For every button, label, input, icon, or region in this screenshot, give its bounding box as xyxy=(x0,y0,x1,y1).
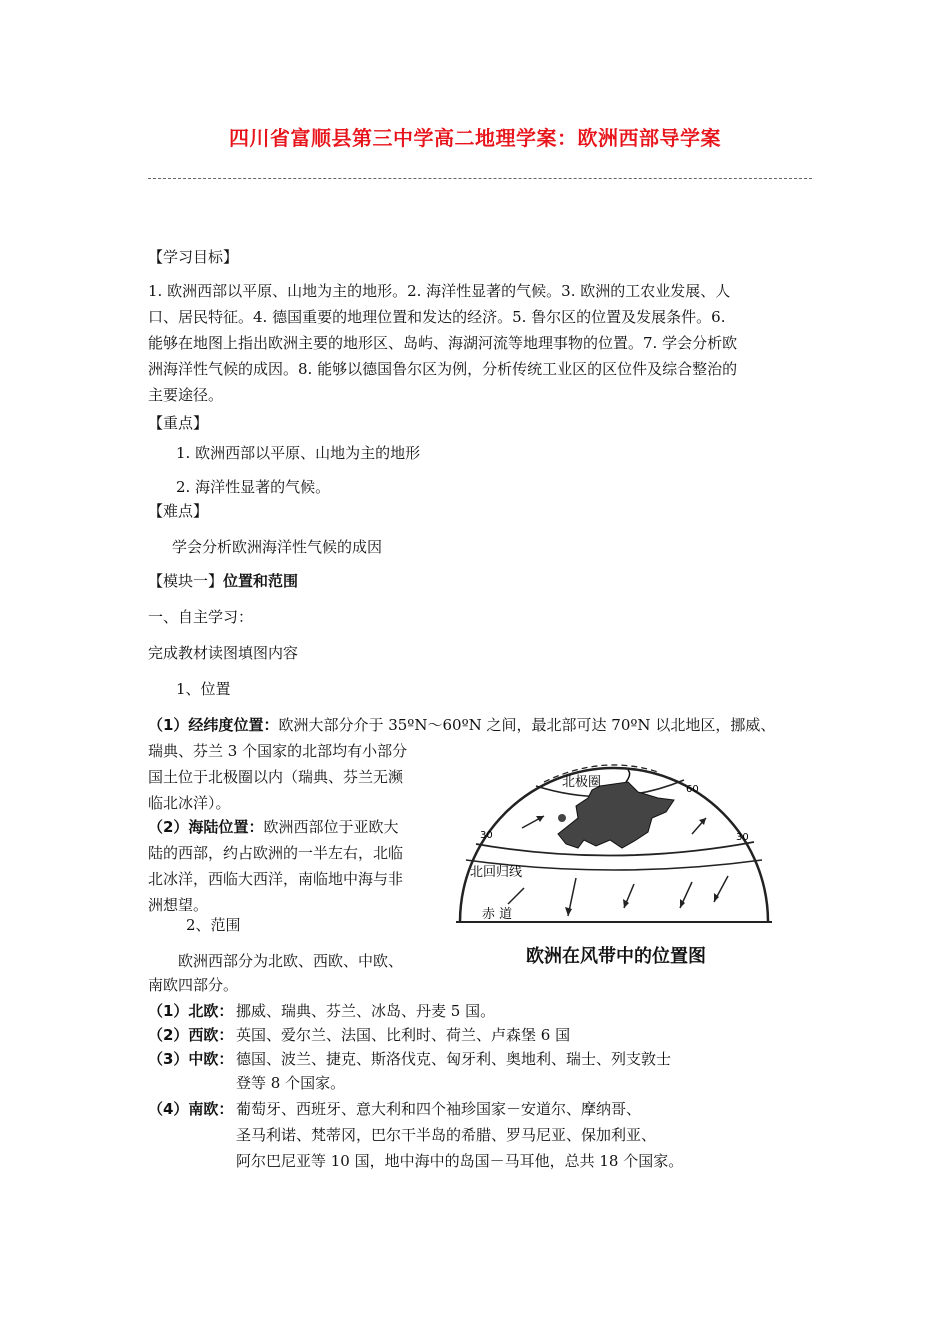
objectives-line-3: 能够在地图上指出欧洲主要的地形区、岛屿、海湖河流等地理事物的位置。7. 学会分析欧 xyxy=(148,334,738,352)
lat60-label: 60 xyxy=(686,784,699,795)
keypoints-heading: 【重点】 xyxy=(148,414,209,432)
landsea-line: 洲想望。 xyxy=(148,896,209,914)
latlon-label: （1）经纬度位置： xyxy=(148,716,279,734)
keypoint-item: 2. 海洋性显著的气候。 xyxy=(176,478,331,496)
equator-label: 赤 道 xyxy=(482,907,513,922)
wind-belt-figure xyxy=(452,756,777,931)
region-label-central: （3）中欧： xyxy=(148,1050,234,1068)
region-central-line: 登等 8 个国家。 xyxy=(236,1074,346,1092)
objectives-line-4: 洲海洋性气候的成因。8. 能够以德国鲁尔区为例，分析传统工业区的区位件及综合整治的 xyxy=(148,360,738,378)
region-central-line: 德国、波兰、捷克、斯洛伐克、匈牙利、奥地利、瑞士、列支敦士 xyxy=(236,1050,672,1068)
latlon-line: 瑞典、芬兰 3 个国家的北部均有小部分 xyxy=(148,742,408,760)
latlon-line: 国土位于北极圈以内（瑞典、芬兰无濒 xyxy=(148,768,404,786)
landsea-paragraph xyxy=(148,814,398,840)
figure-caption: 欧洲在风带中的位置图 xyxy=(526,946,706,967)
tropic-label: 北回归线 xyxy=(470,865,523,880)
position-heading: 1、位置 xyxy=(176,680,231,698)
landsea-line: 陆的西部，约占欧洲的一半左右，北临 xyxy=(148,844,404,862)
lat30-left-label: 30 xyxy=(480,830,493,841)
module-bracket: 【模块一】 xyxy=(148,572,224,590)
objectives-line-1: 1. 欧洲西部以平原、山地为主的地形。2. 海洋性显著的气候。3. 欧洲的工农业发展、人 xyxy=(148,282,731,300)
landsea-label: （2）海陆位置： xyxy=(148,818,264,836)
objectives-heading: 【学习目标】 xyxy=(148,248,239,266)
latlon-paragraph xyxy=(148,712,775,738)
landsea-line: 北冰洋，西临大西洋，南临地中海与非 xyxy=(148,870,404,888)
title-divider xyxy=(148,178,812,179)
lat30-right-label: 30 xyxy=(736,832,749,843)
range-text-1: 欧洲西部分为北欧、西欧、中欧、 xyxy=(178,952,404,970)
range-heading: 2、范围 xyxy=(186,916,241,934)
region-west-line: 英国、爱尔兰、法国、比利时、荷兰、卢森堡 6 国 xyxy=(236,1026,571,1044)
region-south-line: 圣马利诺、梵蒂冈，巴尔干半岛的希腊、罗马尼亚、保加利亚、 xyxy=(236,1126,657,1144)
module-heading xyxy=(148,568,298,594)
wind-arrow xyxy=(508,888,524,904)
keypoint-item: 1. 欧洲西部以平原、山地为主的地形 xyxy=(176,444,421,462)
page-title: 四川省富顺县第三中学高二地理学案：欧洲西部导学案 xyxy=(229,126,721,150)
region-south-line: 阿尔巴尼亚等 10 国，地中海中的岛国－马耳他，总共 18 个国家。 xyxy=(236,1152,684,1170)
region-south-line: 葡萄牙、西班牙、意大利和四个袖珍国家－安道尔、摩纳哥、 xyxy=(236,1100,642,1118)
range-text-2: 南欧四部分。 xyxy=(148,976,239,994)
wind-arrow-head xyxy=(623,899,629,908)
difficulty-heading: 【难点】 xyxy=(148,502,209,520)
lat30-line xyxy=(476,842,754,856)
wind-arrow-head xyxy=(565,907,572,916)
scandinavia-outline xyxy=(626,770,630,782)
latlon-line: 临北冰洋）。 xyxy=(148,794,231,812)
europe-landmass xyxy=(558,782,674,848)
region-label-south: （4）南欧： xyxy=(148,1100,234,1118)
britain-island xyxy=(558,814,566,822)
objectives-line-5: 主要途径。 xyxy=(148,386,224,404)
arctic-circle-label: 北极圈 xyxy=(562,775,602,790)
latlon-line-1: 欧洲大部分介于 35ºN～60ºN 之间，最北部可达 70ºN 以北地区，挪威、 xyxy=(278,716,776,734)
objectives-line-2: 口、居民特征。4. 德国重要的地理位置和发达的经济。5. 鲁尔区的位置及发展条件。6. xyxy=(148,308,726,326)
region-north-line: 挪威、瑞典、芬兰、冰岛、丹麦 5 国。 xyxy=(236,1002,496,1020)
region-label-west: （2）西欧： xyxy=(148,1026,234,1044)
instruction-text: 完成教材读图填图内容 xyxy=(148,644,299,662)
self-study-heading: 一、自主学习： xyxy=(148,608,254,626)
region-label-north: （1）北欧： xyxy=(148,1002,234,1020)
module-title: 位置和范围 xyxy=(223,572,299,590)
landsea-line-1: 欧洲西部位于亚欧大 xyxy=(263,818,399,836)
difficulty-text: 学会分析欧洲海洋性气候的成因 xyxy=(172,538,383,556)
